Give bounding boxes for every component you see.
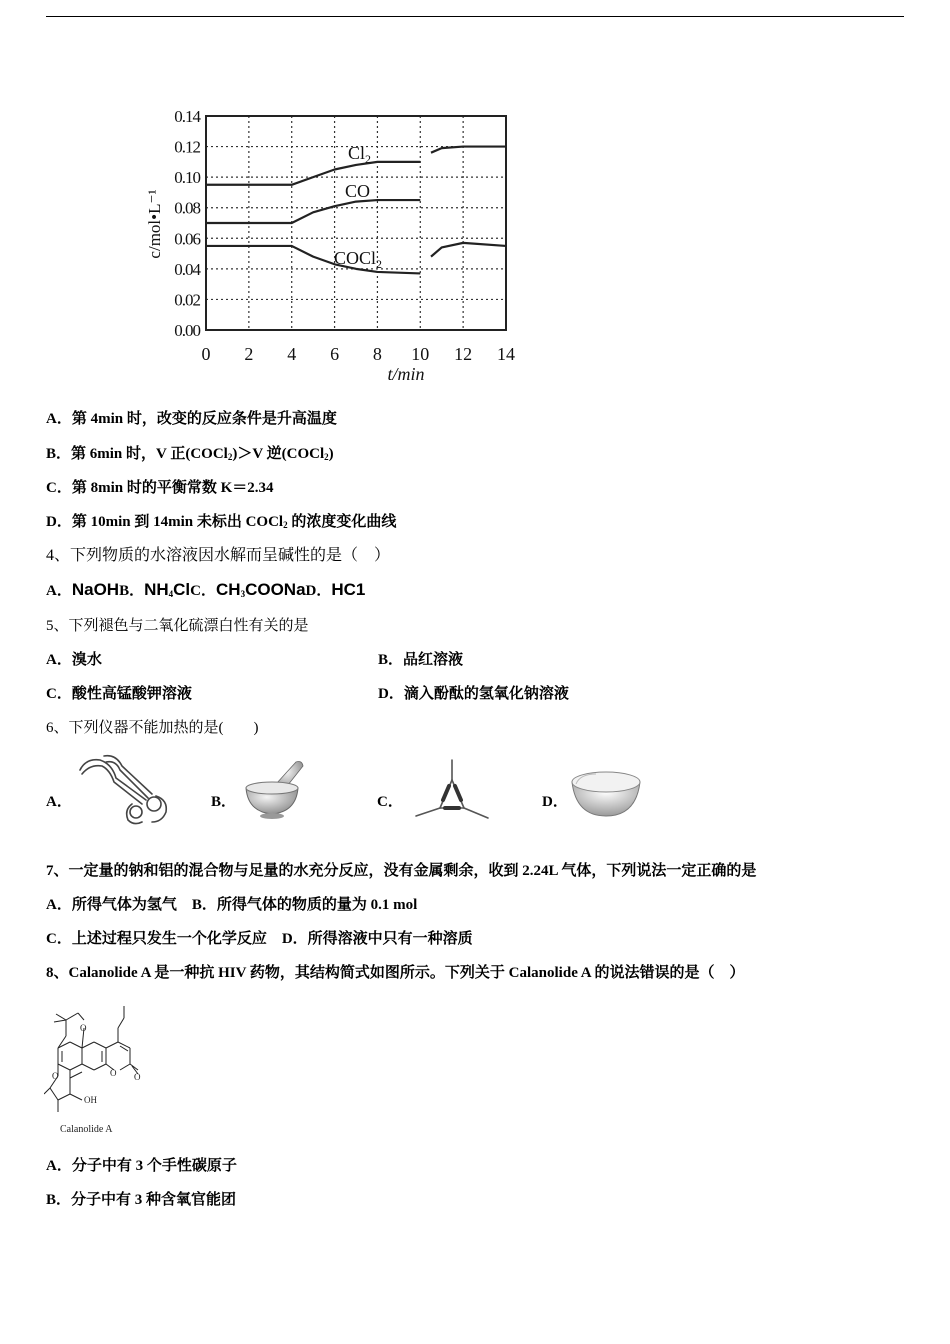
- q7-options-ab: A．所得气体为氢气 B．所得气体的物质的量为 0.1 mol: [46, 897, 418, 913]
- q6-option-b-label: B．: [211, 794, 237, 810]
- series-label-COCl2: COCl$_2$: [334, 248, 383, 271]
- y-tick-label: 0.08: [174, 198, 200, 218]
- y-tick-label: 0.10: [174, 168, 200, 188]
- calanolide-caption: Calanolide A: [60, 1124, 113, 1135]
- clay-triangle-image: [412, 758, 492, 829]
- atom-o-3: O: [134, 1072, 141, 1082]
- series-label-Cl2: $Cl_2$: [348, 143, 372, 166]
- x-tick-label: 0: [201, 344, 211, 364]
- x-tick-label: 10: [411, 344, 430, 364]
- y-tick-label: 0.02: [174, 290, 200, 310]
- x-tick-label: 2: [244, 344, 254, 364]
- series-label-CO: CO: [345, 181, 371, 201]
- series-line-COCl2: [431, 243, 506, 257]
- q6-option-c-label: C．: [377, 794, 403, 810]
- top-rule: [46, 16, 904, 17]
- atom-o-4: O: [52, 1071, 59, 1081]
- calanolide-structure: [44, 1004, 154, 1140]
- q8-option-b: B．分子中有 3 种含氧官能团: [46, 1192, 237, 1208]
- q7-options-cd: C．上述过程只发生一个化学反应 D．所得溶液中只有一种溶质: [46, 931, 473, 947]
- mortar-pestle-image: [240, 758, 308, 827]
- q5-option-b: B．品红溶液: [378, 652, 464, 668]
- q3-option-d: D．第 10min 到 14min 未标出 COCl$_2$ 的浓度变化曲线: [46, 514, 397, 530]
- x-tick-label: 12: [454, 344, 473, 364]
- x-tick-label: 6: [330, 344, 340, 364]
- x-axis-label: t/min: [387, 364, 425, 384]
- y-tick-label: 0.04: [174, 259, 200, 279]
- concentration-chart: [130, 100, 530, 390]
- atom-o-2: O: [110, 1068, 117, 1078]
- series-line-COCl2: [206, 246, 420, 274]
- q8-option-a: A．分子中有 3 个手性碳原子: [46, 1158, 237, 1174]
- chart-svg: [130, 100, 530, 390]
- q6-option-d-label: D．: [542, 794, 568, 810]
- q3-option-a: A．第 4min 时，改变的反应条件是升高温度: [46, 411, 337, 427]
- atom-oh: OH: [84, 1095, 97, 1105]
- q6-option-a-label: A．: [46, 794, 72, 810]
- q3-option-b: B．第 6min 时，V 正(COCl$_2$)＞V 逆(COCl$_2$): [46, 446, 334, 462]
- y-tick-label: 0.06: [174, 229, 200, 249]
- x-tick-label: 8: [372, 344, 382, 364]
- q6-stem: 6、下列仪器不能加热的是( ): [46, 720, 259, 736]
- y-tick-label: 0.00: [174, 321, 200, 340]
- x-tick-label: 14: [497, 344, 515, 364]
- evaporating-dish-image: [570, 766, 642, 825]
- y-axis-label: c/mol•L⁻¹: [145, 189, 164, 259]
- q5-option-d: D．滴入酚酞的氢氧化钠溶液: [378, 686, 569, 702]
- q7-stem: 7、一定量的钠和铝的混合物与足量的水充分反应，没有金属剩余，收到 2.24L 气体，下列说法一定正确的是: [46, 863, 757, 879]
- crucible-tongs-image: [76, 752, 172, 833]
- q4-stem: 4、下列物质的水溶液因水解而呈碱性的是（ ）: [46, 547, 391, 564]
- q5-option-c: C．酸性高锰酸钾溶液: [46, 686, 192, 702]
- x-tick-label: 4: [287, 344, 297, 364]
- atom-o-1: O: [80, 1023, 87, 1033]
- y-tick-label: 0.12: [174, 137, 200, 157]
- q4-options: A．NaOHB．$NH_4ClC$．$CH_3COONaD$．HC1: [46, 580, 366, 599]
- q5-option-a: A．溴水: [46, 652, 102, 668]
- y-tick-label: 0.14: [174, 107, 200, 126]
- q3-option-c: C．第 8min 时的平衡常数 K＝2.34: [46, 480, 274, 496]
- q8-stem: 8、Calanolide A 是一种抗 HIV 药物，其结构简式如图所示。下列关于 Calanolide A 的说法错误的是（ ）: [46, 965, 745, 981]
- series-line-Cl2: [206, 162, 420, 185]
- series-line-Cl2: [431, 147, 506, 153]
- q5-stem: 5、下列褪色与二氧化硫漂白性有关的是: [46, 618, 309, 634]
- series-line-CO: [206, 200, 420, 223]
